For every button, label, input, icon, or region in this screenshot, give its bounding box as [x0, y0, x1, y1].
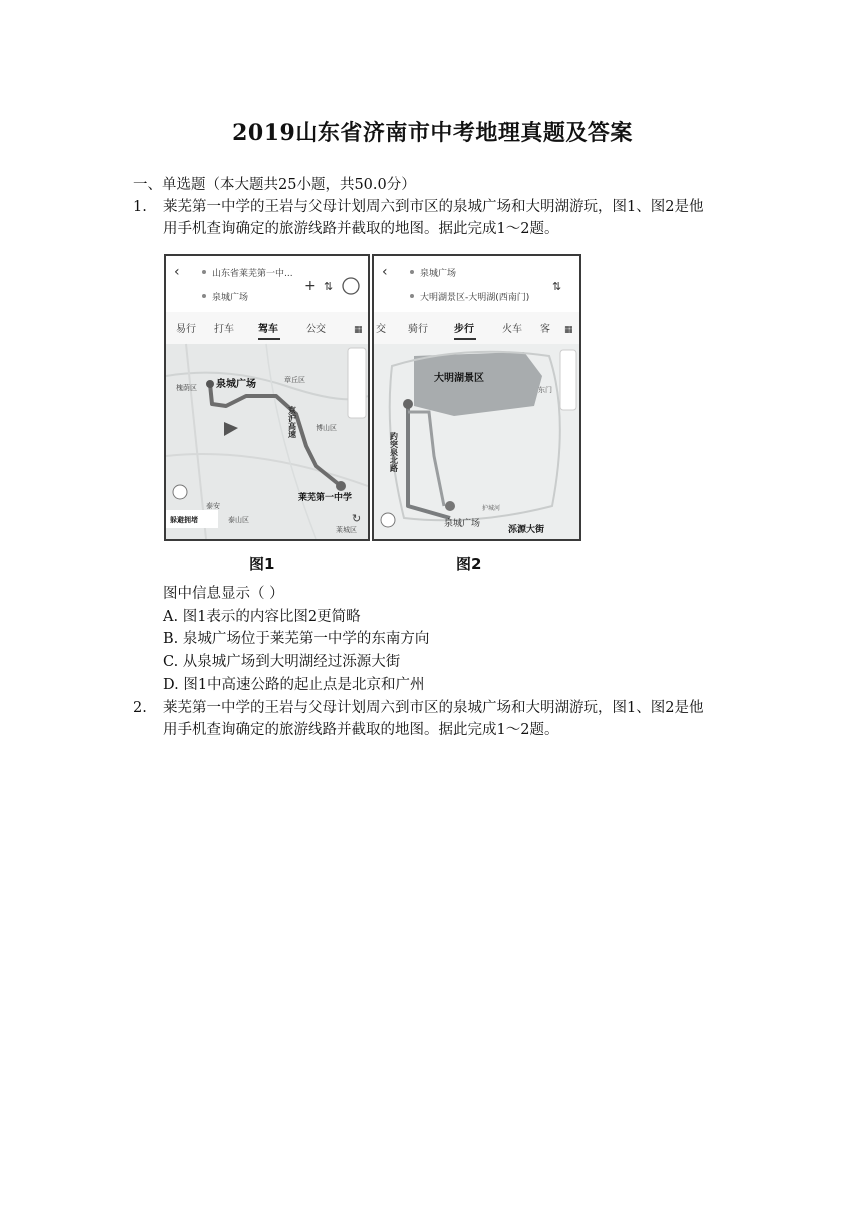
- refresh-icon: ↻: [352, 512, 362, 525]
- answer-option-d[interactable]: D. 图1中高速公路的起止点是北京和广州: [163, 677, 425, 693]
- section-heading: 一、单选题（本大题共25小题，共50.0分）: [133, 177, 416, 193]
- figure-1-map-screenshot: [164, 254, 370, 541]
- tab-taxi: 打车: [214, 324, 234, 335]
- figure-2-map-screenshot: [372, 254, 581, 541]
- tab-bus: 公交: [306, 324, 326, 335]
- tab-transport: 易行: [176, 324, 196, 335]
- road-label: 趵突泉北路: [389, 432, 399, 472]
- question-stem-line: 莱芜第一中学的王岩与父母计划周六到市区的泉城广场和大明湖游玩，图1、图2是他: [163, 199, 704, 215]
- question-number: 1.: [133, 199, 147, 215]
- tab-bike: 骑行: [408, 324, 428, 335]
- back-icon: ‹: [174, 264, 180, 280]
- tab-bus: 交: [376, 324, 386, 335]
- swap-icon: ⇅: [552, 280, 562, 293]
- district-label: 章丘区: [284, 376, 305, 384]
- district-label: 槐荫区: [176, 384, 197, 392]
- avoid-congestion-button: 躲避拥堵: [170, 516, 198, 524]
- question-stem-line: 用手机查询确定的旅游线路并截取的地图。据此完成1～2题。: [163, 221, 559, 237]
- tab-coach: 客: [540, 324, 550, 335]
- question-stem-line: 莱芜第一中学的王岩与父母计划周六到市区的泉城广场和大明湖游玩，图1、图2是他: [163, 700, 704, 716]
- swap-icon: ⇅: [324, 280, 334, 293]
- grid-icon: ▦: [354, 325, 363, 335]
- add-icon: +: [304, 278, 316, 294]
- street-label: 泺源大街: [508, 525, 545, 535]
- district-label: 博山区: [316, 424, 337, 432]
- answer-option-b[interactable]: B. 泉城广场位于莱芜第一中学的东南方向: [163, 631, 430, 647]
- tab-train: 火车: [502, 324, 522, 335]
- page-title: 2019山东省济南市中考地理真题及答案: [232, 120, 633, 146]
- tab-drive: 驾车: [258, 324, 278, 335]
- tab-walk: 步行: [454, 324, 474, 335]
- figure-2-caption: 图2: [456, 555, 482, 573]
- origin-text: 山东省莱芜第一中...: [212, 269, 293, 279]
- end-place-label: 莱芜第一中学: [298, 493, 353, 503]
- destination-text: 泉城广场: [212, 293, 249, 303]
- district-label: 泰山区: [228, 516, 249, 524]
- figure-1-caption: 图1: [249, 555, 275, 573]
- start-place-label: 泉城广场: [216, 379, 256, 390]
- grid-icon: ▦: [564, 325, 573, 335]
- river-label: 护城河: [482, 505, 501, 512]
- question-stem-line: 用手机查询确定的旅游线路并截取的地图。据此完成1～2题。: [163, 722, 559, 738]
- answer-option-c[interactable]: C. 从泉城广场到大明湖经过泺源大街: [163, 654, 401, 670]
- origin-text: 泉城广场: [420, 269, 457, 279]
- locate-icon: [173, 485, 187, 499]
- question-number: 2.: [133, 700, 147, 716]
- district-label: 泰安: [206, 502, 220, 510]
- square-label: 泉城广场: [444, 519, 481, 529]
- highway-label: 京沪高速: [287, 406, 297, 438]
- district-label: 莱城区: [336, 526, 357, 534]
- destination-text: 大明湖景区-大明湖(西南门): [420, 293, 530, 303]
- back-icon: ‹: [382, 264, 388, 280]
- lake-label: 大明湖景区: [434, 373, 484, 384]
- gate-label: 东门: [538, 386, 552, 394]
- answer-option-a[interactable]: A. 图1表示的内容比图2更简略: [163, 609, 361, 625]
- question-prompt: 图中信息显示（ ）: [163, 586, 284, 602]
- locate-icon: [381, 513, 395, 527]
